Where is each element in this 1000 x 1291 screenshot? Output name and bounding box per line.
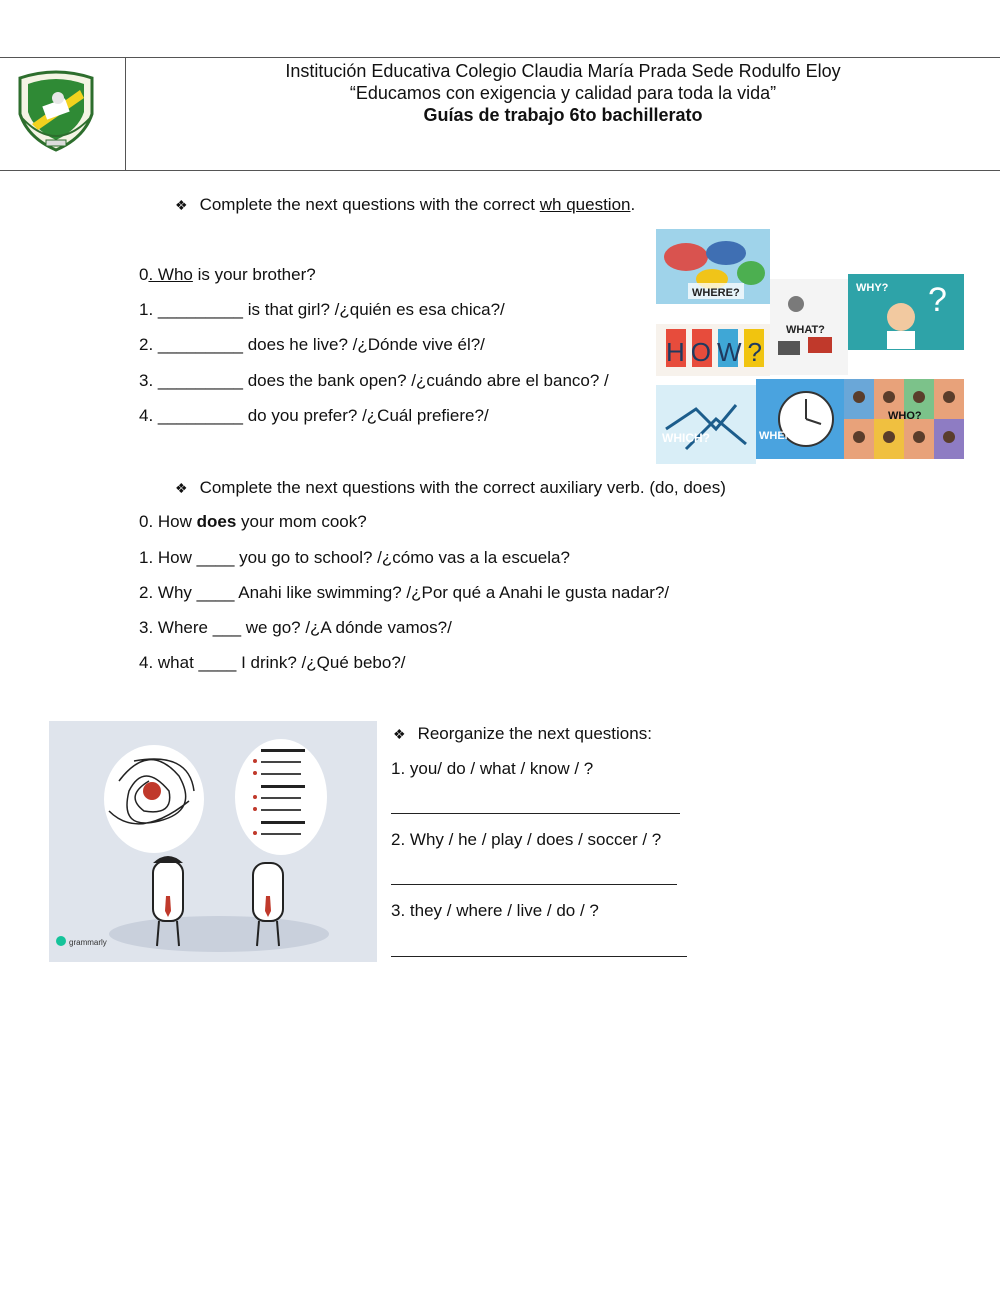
section1-example: 0. Who is your brother?	[139, 265, 316, 284]
section2-item-2: 2. Why ____ Anahi like swimming? /¿Por qué a Anahi le gusta nadar?/	[139, 583, 670, 602]
diamond-bullet-icon: ❖	[393, 726, 406, 742]
when-label: WHEN?	[759, 430, 800, 442]
confused-vs-organized-illustration	[49, 721, 377, 962]
answer-line-3[interactable]	[391, 956, 687, 957]
grammarly-brand: grammarly	[69, 938, 107, 947]
section1-instruction: ❖ Complete the next questions with the correct wh question.	[175, 195, 636, 214]
which-label: WHICH?	[662, 431, 710, 445]
section1-item-3: 3. _________ does the bank open? /¿cuándo abre el banco? /	[139, 371, 609, 390]
answer-line-1[interactable]	[391, 813, 680, 814]
section3-item-2: 2. Why / he / play / does / soccer / ?	[391, 830, 662, 849]
header-table	[0, 57, 1000, 171]
section1-item-2: 2. _________ does he live? /¿Dónde vive él?/	[139, 335, 485, 354]
section1-item-4: 4. _________ do you prefer? /¿Cuál prefiere?/	[139, 406, 489, 425]
guide-title: Guías de trabajo 6to bachillerato	[423, 105, 703, 125]
section3-instruction: ❖ Reorganize the next questions:	[393, 724, 652, 743]
section2-item-4: 4. what ____ I drink? /¿Qué bebo?/	[139, 653, 406, 672]
section3-item-3: 3. they / where / live / do / ?	[391, 901, 599, 920]
what-label: WHAT?	[786, 324, 825, 336]
section1-item-1: 1. _________ is that girl? /¿quién es esa chica?/	[139, 300, 505, 319]
wh-question-term: wh question	[539, 195, 631, 214]
school-crest-logo	[14, 68, 98, 152]
institution-name: Institución Educativa Colegio Claudia María Prada Sede Rodulfo Eloy	[285, 61, 841, 81]
section2-instruction: ❖ Complete the next questions with the correct auxiliary verb. (do, does)	[175, 478, 726, 497]
diamond-bullet-icon: ❖	[175, 480, 188, 496]
how-label: HOW?	[666, 337, 768, 367]
why-label: WHY?	[856, 282, 889, 294]
section3-item-1: 1. you/ do / what / know / ?	[391, 759, 594, 778]
wh-questions-collage	[656, 229, 964, 464]
section2-example: 0. How does your mom cook?	[139, 512, 367, 531]
section2-item-1: 1. How ____ you go to school? /¿cómo vas a la escuela?	[139, 548, 570, 567]
header-text	[126, 60, 1000, 126]
school-motto: “Educamos con exigencia y calidad para toda la vida”	[349, 83, 777, 103]
svg-text:?: ?	[928, 281, 947, 319]
diamond-bullet-icon: ❖	[175, 197, 188, 213]
where-label: WHERE?	[692, 287, 740, 299]
section2-item-3: 3. Where ___ we go? /¿A dónde vamos?/	[139, 618, 452, 637]
who-label: WHO?	[888, 410, 922, 422]
answer-line-2[interactable]	[391, 884, 677, 885]
